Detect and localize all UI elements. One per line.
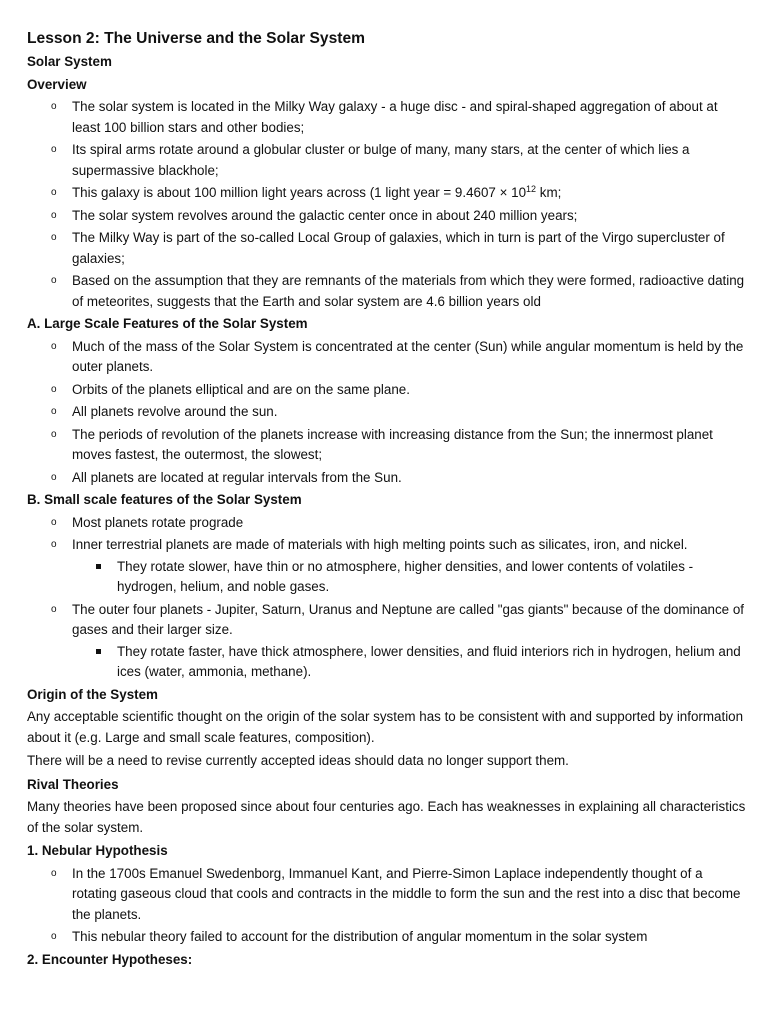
list-item: [27, 402, 749, 423]
bullet-marker: o: [51, 187, 57, 198]
bullet-marker: o: [51, 516, 57, 528]
large-scale-heading: A. Large Scale Features of the Solar System: [27, 316, 308, 331]
list-item-text: All planets are located at regular intervals from the Sun.: [72, 469, 402, 485]
sub-list-item-text: They rotate faster, have thick atmosphere, lower densities, and fluid interiors rich in hydrogen, helium and ices (water, ammonia, methane).: [117, 643, 741, 679]
list-item-text: km;: [536, 185, 562, 200]
section-subtitle: Solar System: [27, 54, 112, 69]
list-item: [27, 535, 749, 598]
list-item: [27, 468, 749, 489]
list-item: [27, 513, 749, 534]
list-item-text: Most planets rotate prograde: [72, 514, 244, 530]
sub-list-item-text: They rotate slower, have thin or no atmosphere, higher densities, and lower contents of volatiles - hydrogen, helium, and noble gases.: [117, 558, 694, 594]
square-bullet-icon: [96, 649, 101, 654]
overview-heading: Overview: [27, 76, 87, 92]
bullet-marker: o: [51, 931, 57, 942]
sub-list: [72, 642, 749, 683]
list-item-text: All planets revolve around the sun.: [72, 404, 278, 419]
small-scale-heading: B. Small scale features of the Solar System: [27, 492, 302, 507]
sub-list: [72, 557, 749, 598]
list-item-text: This galaxy is about 100 million light years across (1 light year = 9.4607 × 10: [72, 185, 527, 200]
exponent: 12: [526, 184, 537, 194]
bullet-marker: o: [51, 144, 57, 155]
bullet-marker: o: [51, 232, 57, 243]
list-item-text: The periods of revolution of the planets increase with increasing distance from the Sun; the innermost planet moves fastest, the outermost, the slowest;: [72, 426, 713, 462]
list-item: [27, 337, 749, 378]
lesson-title: Lesson 2: The Universe and the Solar System: [27, 30, 365, 47]
bullet-marker: o: [51, 539, 57, 550]
list-item-text: Inner terrestrial planets are made of materials with high melting points such as silicates, iron, and nickel.: [72, 537, 688, 552]
list-item-text: This nebular theory failed to account for the distribution of angular momentum in the solar system: [72, 929, 648, 944]
list-item-text: The outer four planets - Jupiter, Saturn, Uranus and Neptune are called "gas giants" because of the dominance of gases and their larger size.: [72, 601, 745, 637]
rival-theories-paragraph: Many theories have been proposed since about four centuries ago. Each has weaknesses in explaining all characteristics of the solar system.: [27, 799, 746, 835]
small-scale-list: [27, 513, 749, 683]
list-item: [27, 864, 749, 926]
bullet-marker: o: [51, 275, 57, 286]
overview-list: [27, 97, 749, 312]
bullet-marker: o: [51, 209, 57, 221]
list-item: [27, 183, 749, 204]
list-item-text: The solar system revolves around the galactic center once in about 240 million years;: [72, 207, 578, 223]
large-scale-list: [27, 337, 749, 489]
bullet-marker: o: [51, 383, 57, 395]
bullet-marker: o: [51, 867, 57, 879]
list-item-text: Much of the mass of the Solar System is concentrated at the center (Sun) while angular momentum is held by the outer planets.: [72, 338, 744, 374]
list-item-text: In the 1700s Emanuel Swedenborg, Immanuel Kant, and Pierre-Simon Laplace independently thought of a rotating gaseous cloud that cools and contracts in the middle to form the sun and the rest into a disc that become the planets.: [72, 865, 741, 922]
list-item: [27, 927, 749, 948]
list-item-text: The solar system is located in the Milky Way galaxy - a huge disc - and spiral-shaped aggregation of about at least 100 billion stars and other bodies;: [72, 99, 718, 135]
square-bullet-icon: [96, 564, 101, 569]
nebular-heading: 1. Nebular Hypothesis: [27, 843, 168, 858]
list-item: [27, 271, 749, 312]
list-item-text: The Milky Way is part of the so-called Local Group of galaxies, which in turn is part of the Virgo supercluster of galaxies;: [72, 230, 725, 266]
list-item: [27, 600, 749, 683]
origin-heading: Origin of the System: [27, 686, 158, 702]
origin-paragraph: Any acceptable scientific thought on the origin of the solar system has to be consistent with and supported by information about it (e.g. Large and small scale features, composition).: [27, 709, 744, 745]
sub-list-item: [72, 557, 749, 598]
bullet-marker: o: [51, 428, 57, 440]
bullet-marker: o: [51, 340, 57, 352]
origin-paragraph: There will be a need to revise currently accepted ideas should data no longer support them.: [27, 753, 569, 768]
list-item: [27, 380, 749, 401]
list-item: [27, 425, 749, 466]
nebular-list: [27, 864, 749, 948]
list-item: [27, 140, 749, 181]
list-item-text: Its spiral arms rotate around a globular cluster or bulge of many, many stars, at the center of which lies a supermassive blackhole;: [72, 142, 690, 178]
document-page: [27, 28, 749, 972]
bullet-marker: o: [51, 603, 57, 615]
list-item: [27, 206, 749, 227]
list-item-text: Based on the assumption that they are remnants of the materials from which they were formed, radioactive dating of meteorites, suggests that the Earth and solar system are 4.6 billion years old: [72, 273, 745, 309]
bullet-marker: o: [51, 471, 57, 483]
encounter-heading: 2. Encounter Hypotheses:: [27, 951, 193, 967]
rival-theories-heading: Rival Theories: [27, 776, 119, 792]
list-item: [27, 228, 749, 269]
list-item: [27, 97, 749, 138]
sub-list-item: [72, 642, 749, 683]
bullet-marker: o: [51, 101, 57, 112]
bullet-marker: o: [51, 406, 57, 417]
list-item-text: Orbits of the planets elliptical and are on the same plane.: [72, 381, 410, 397]
